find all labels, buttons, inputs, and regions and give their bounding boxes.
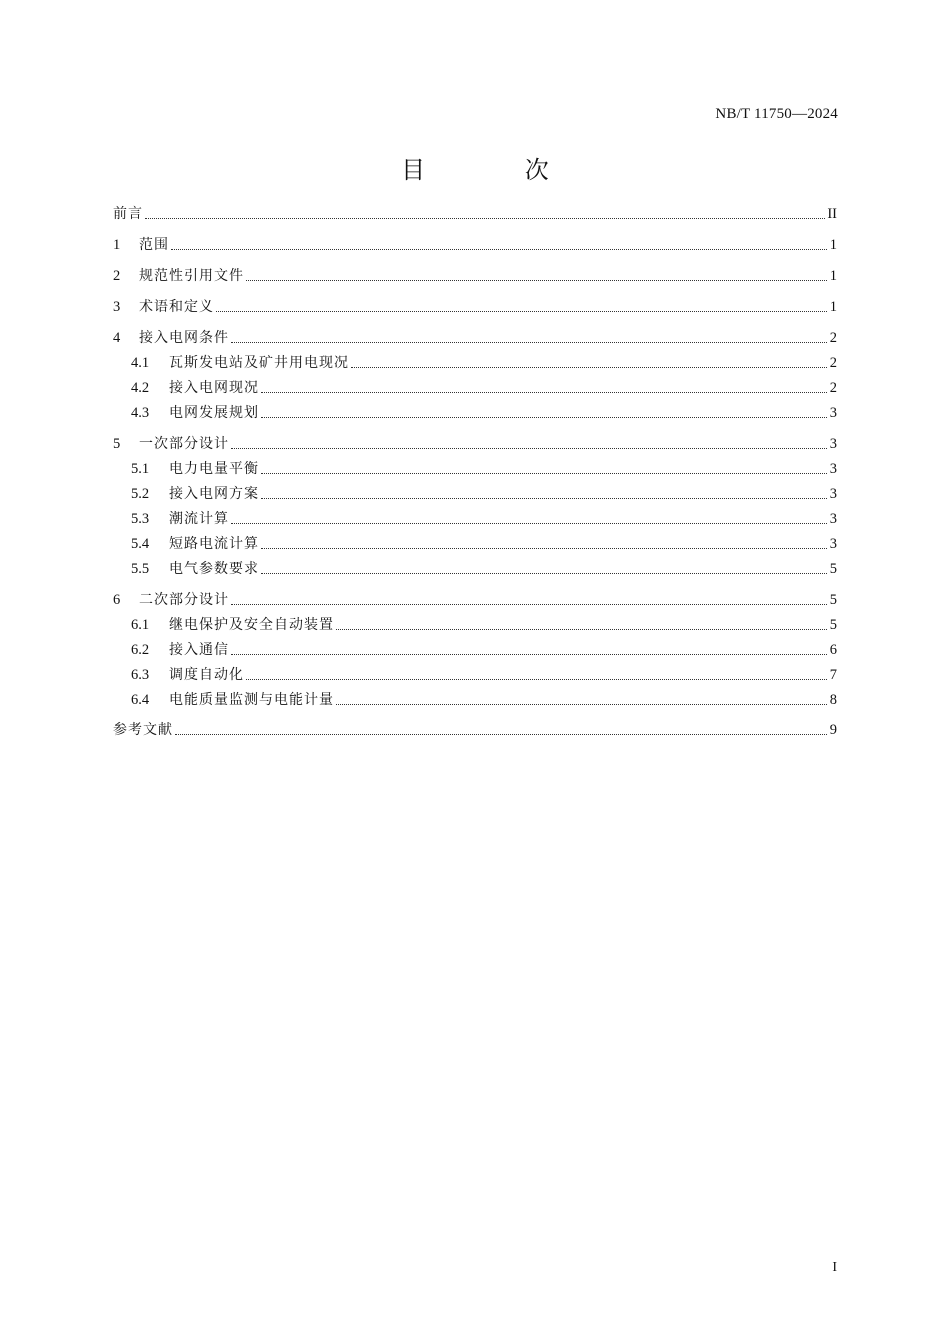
toc-number: 5 [113,436,121,452]
toc-number: 6 [113,592,121,608]
toc-number: 6.2 [131,642,150,658]
toc-entry-5-2[interactable] [113,482,837,502]
toc-label: 继电保护及安全自动装置 [169,617,334,633]
toc-page: 9 [829,722,837,738]
toc-entry-5-3[interactable] [113,507,837,527]
toc-page: 2 [829,380,837,396]
toc-leader [261,391,827,393]
toc-leader [246,678,827,680]
toc-page: II [827,206,837,222]
toc-label: 短路电流计算 [169,536,259,552]
toc-number: 5.1 [131,461,150,477]
toc-page: 3 [829,461,837,477]
toc-label: 电能质量监测与电能计量 [169,692,334,708]
toc-page: 3 [829,405,837,421]
toc-label: 前言 [113,206,143,222]
toc-page: 1 [829,299,837,315]
page-number: I [832,1260,837,1275]
toc-label: 一次部分设计 [139,436,229,452]
toc-page: 1 [829,237,837,253]
toc-leader [336,703,827,705]
toc-leader [171,248,827,250]
toc-label: 接入电网条件 [139,330,229,346]
toc-leader [336,628,827,630]
toc-label: 接入电网现况 [169,380,259,396]
toc-number: 1 [113,237,121,253]
toc-leader [216,310,827,312]
toc-leader [261,547,827,549]
toc-leader [231,603,827,605]
standard-code: NB/T 11750—2024 [715,106,838,122]
toc-entry-foreword[interactable] [113,202,837,222]
toc-entry-4-2[interactable] [113,376,837,396]
toc-number: 4.1 [131,355,150,371]
toc-number: 5.2 [131,486,150,502]
toc-page: 5 [829,617,837,633]
toc-label: 调度自动化 [169,667,244,683]
toc-entry-6[interactable] [113,588,837,608]
toc-page: 8 [829,692,837,708]
toc-number: 6.1 [131,617,150,633]
toc-label: 范围 [139,237,169,253]
toc-leader [261,497,827,499]
toc-label: 瓦斯发电站及矿井用电现况 [169,355,349,371]
toc-label: 接入通信 [169,642,229,658]
toc-label: 术语和定义 [139,299,214,315]
toc-leader [231,522,827,524]
toc-leader [261,416,827,418]
toc-label: 接入电网方案 [169,486,259,502]
toc-page: 7 [829,667,837,683]
toc-entry-6-1[interactable] [113,613,837,633]
toc-number: 4.2 [131,380,150,396]
toc-entry-4-1[interactable] [113,351,837,371]
toc-number: 5.4 [131,536,150,552]
toc-leader [261,572,827,574]
toc-page: 1 [829,268,837,284]
toc-entry-5-5[interactable] [113,557,837,577]
toc-leader [145,217,825,219]
toc-leader [231,447,827,449]
toc-entry-3[interactable] [113,295,837,315]
toc-page: 3 [829,536,837,552]
toc-leader [246,279,827,281]
toc-number: 5.5 [131,561,150,577]
toc-page: 2 [829,355,837,371]
toc-leader [175,733,827,735]
toc-label: 电网发展规划 [169,405,259,421]
toc-page: 3 [829,436,837,452]
toc-leader [231,341,827,343]
toc-entry-references[interactable] [113,718,837,738]
toc-entry-4-3[interactable] [113,401,837,421]
toc-number: 4 [113,330,121,346]
toc-entry-5[interactable] [113,432,837,452]
toc-page: 2 [829,330,837,346]
toc-page: 3 [829,511,837,527]
toc-entry-6-3[interactable] [113,663,837,683]
page-title: 目 次 [401,156,595,184]
toc-number: 3 [113,299,121,315]
toc-number: 4.3 [131,405,150,421]
toc-label: 规范性引用文件 [139,268,244,284]
toc-label: 参考文献 [113,722,173,738]
toc-leader [231,653,827,655]
toc-page: 5 [829,592,837,608]
toc-entry-2[interactable] [113,264,837,284]
toc-leader [261,472,827,474]
toc-entry-4[interactable] [113,326,837,346]
toc-number: 2 [113,268,121,284]
toc-page: 5 [829,561,837,577]
toc-page: 3 [829,486,837,502]
toc-entry-5-1[interactable] [113,457,837,477]
toc-label: 电气参数要求 [169,561,259,577]
toc-label: 二次部分设计 [139,592,229,608]
toc-number: 6.4 [131,692,150,708]
toc-leader [351,366,827,368]
toc-entry-6-2[interactable] [113,638,837,658]
toc-number: 5.3 [131,511,150,527]
toc-entry-1[interactable] [113,233,837,253]
toc-label: 潮流计算 [169,511,229,527]
toc-label: 电力电量平衡 [169,461,259,477]
toc-page: 6 [829,642,837,658]
toc-number: 6.3 [131,667,150,683]
toc-entry-5-4[interactable] [113,532,837,552]
toc-entry-6-4[interactable] [113,688,837,708]
